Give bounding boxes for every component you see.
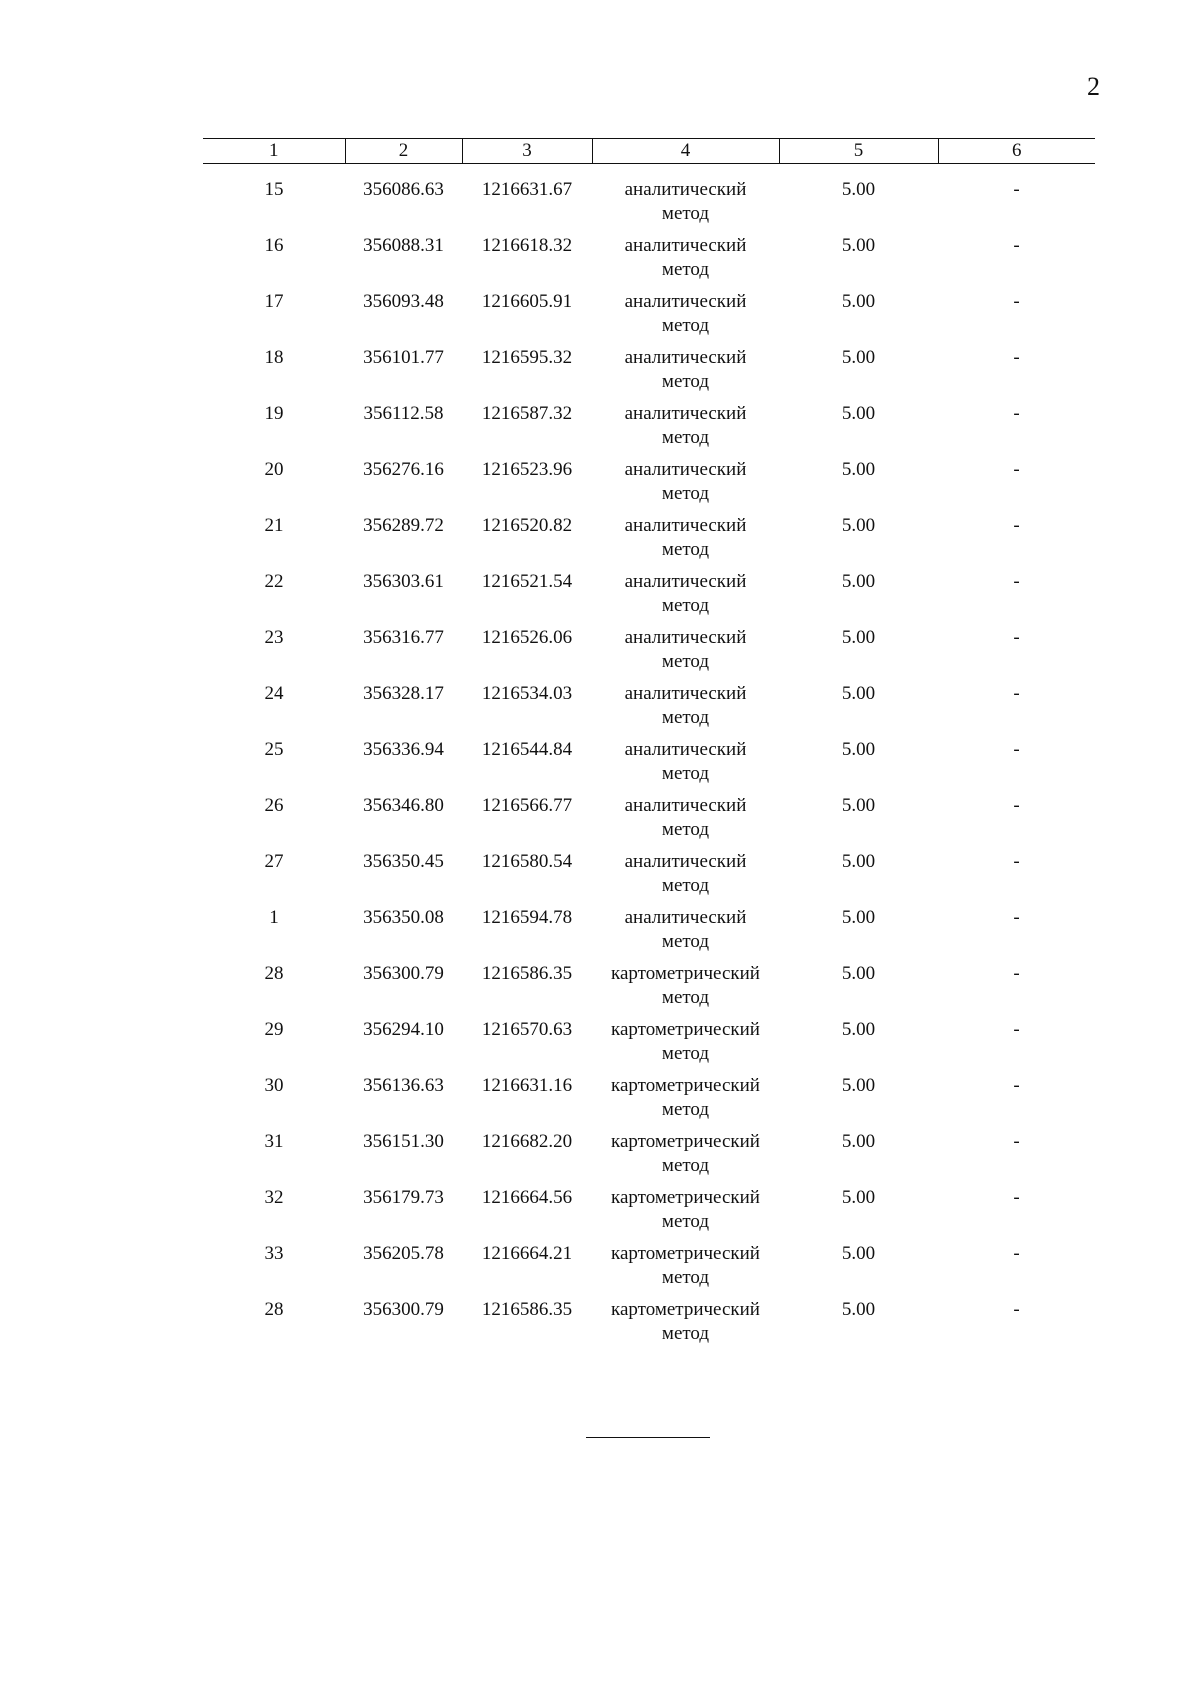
- x-coordinate-cell: 356350.45: [363, 851, 444, 872]
- method-line-1: аналитический: [624, 235, 747, 256]
- method-line-1: аналитический: [624, 683, 747, 704]
- point-number-cell: 31: [264, 1131, 284, 1152]
- method-line-2: метод: [661, 1323, 710, 1344]
- point-number-cell: 21: [264, 515, 284, 536]
- x-coordinate-cell: 356300.79: [363, 963, 444, 984]
- point-number-cell: 24: [264, 683, 284, 704]
- table-row: [203, 164, 1095, 235]
- table-row: [203, 682, 1095, 738]
- accuracy-cell: 5.00: [841, 459, 876, 480]
- note-cell: -: [1013, 1187, 1020, 1208]
- point-number-cell: 18: [264, 347, 284, 368]
- y-coordinate-cell: 1216664.21: [481, 1243, 573, 1264]
- table-row: [203, 402, 1095, 458]
- x-coordinate-cell: 356112.58: [363, 403, 444, 424]
- x-coordinate-cell: 356350.08: [363, 907, 444, 928]
- y-coordinate-cell: 1216526.06: [481, 627, 573, 648]
- method-line-1: аналитический: [624, 907, 747, 928]
- y-coordinate-cell: 1216587.32: [481, 403, 573, 424]
- point-number-cell: 17: [264, 291, 284, 312]
- accuracy-cell: 5.00: [841, 851, 876, 872]
- accuracy-cell: 5.00: [841, 347, 876, 368]
- point-number-cell: 28: [264, 1299, 284, 1320]
- accuracy-cell: 5.00: [841, 403, 876, 424]
- method-line-1: аналитический: [624, 403, 747, 424]
- method-line-2: метод: [661, 427, 710, 448]
- method-cell: [592, 794, 779, 850]
- column-header-6: 6: [938, 139, 1095, 164]
- note-cell: -: [1013, 571, 1020, 592]
- method-line-1: аналитический: [624, 459, 747, 480]
- note-cell: -: [1013, 907, 1020, 928]
- table-header-row: [203, 139, 1095, 164]
- note-cell: -: [1013, 683, 1020, 704]
- y-coordinate-cell: 1216631.67: [481, 179, 573, 200]
- point-number-cell: 16: [264, 235, 284, 256]
- y-coordinate-cell: 1216586.35: [481, 963, 573, 984]
- x-coordinate-cell: 356086.63: [363, 179, 444, 200]
- table-row: [203, 1074, 1095, 1130]
- table-row: [203, 290, 1095, 346]
- x-coordinate-cell: 356303.61: [363, 571, 444, 592]
- method-line-1: аналитический: [624, 291, 747, 312]
- table-row: [203, 458, 1095, 514]
- method-line-1: аналитический: [624, 739, 747, 760]
- method-cell: [592, 738, 779, 794]
- y-coordinate-cell: 1216594.78: [481, 907, 573, 928]
- accuracy-cell: 5.00: [841, 795, 876, 816]
- point-number-cell: 23: [264, 627, 284, 648]
- note-cell: -: [1013, 347, 1020, 368]
- table-row: [203, 1018, 1095, 1074]
- method-line-2: метод: [661, 371, 710, 392]
- note-cell: -: [1013, 1243, 1020, 1264]
- point-number-cell: 27: [264, 851, 284, 872]
- x-coordinate-cell: 356088.31: [363, 235, 444, 256]
- column-header-1: 1: [203, 139, 345, 164]
- accuracy-cell: 5.00: [841, 739, 876, 760]
- note-cell: -: [1013, 1075, 1020, 1096]
- note-cell: -: [1013, 1131, 1020, 1152]
- method-cell: [592, 850, 779, 906]
- y-coordinate-cell: 1216664.56: [481, 1187, 573, 1208]
- method-line-1: картометрический: [611, 1075, 760, 1096]
- point-number-cell: 30: [264, 1075, 284, 1096]
- method-line-2: метод: [661, 203, 710, 224]
- y-coordinate-cell: 1216580.54: [481, 851, 573, 872]
- y-coordinate-cell: 1216566.77: [481, 795, 573, 816]
- point-number-cell: 33: [264, 1243, 284, 1264]
- accuracy-cell: 5.00: [841, 1019, 876, 1040]
- point-number-cell: 20: [264, 459, 284, 480]
- table-row: [203, 514, 1095, 570]
- table-row: [203, 738, 1095, 794]
- point-number-cell: 26: [264, 795, 284, 816]
- method-cell: [592, 570, 779, 626]
- method-line-1: картометрический: [611, 1019, 760, 1040]
- method-line-2: метод: [661, 1155, 710, 1176]
- method-line-2: метод: [661, 707, 710, 728]
- method-line-1: картометрический: [611, 963, 760, 984]
- note-cell: -: [1013, 403, 1020, 424]
- method-line-2: метод: [661, 819, 710, 840]
- method-line-2: метод: [661, 539, 710, 560]
- note-cell: -: [1013, 459, 1020, 480]
- table-row: [203, 346, 1095, 402]
- method-line-2: метод: [661, 1211, 710, 1232]
- accuracy-cell: 5.00: [841, 515, 876, 536]
- table-row: [203, 850, 1095, 906]
- x-coordinate-cell: 356151.30: [363, 1131, 444, 1152]
- x-coordinate-cell: 356316.77: [363, 627, 444, 648]
- method-cell: [592, 346, 779, 402]
- method-line-1: картометрический: [611, 1299, 760, 1320]
- method-cell: [592, 514, 779, 570]
- y-coordinate-cell: 1216521.54: [481, 571, 573, 592]
- table-header: [203, 139, 1095, 164]
- x-coordinate-cell: 356205.78: [363, 1243, 444, 1264]
- column-header-4: 4: [592, 139, 779, 164]
- method-line-2: метод: [661, 315, 710, 336]
- note-cell: -: [1013, 1019, 1020, 1040]
- table-row: [203, 234, 1095, 290]
- column-header-3: 3: [462, 139, 592, 164]
- x-coordinate-cell: 356289.72: [363, 515, 444, 536]
- point-number-cell: 22: [264, 571, 284, 592]
- method-line-2: метод: [661, 1099, 710, 1120]
- accuracy-cell: 5.00: [841, 1243, 876, 1264]
- table-row: [203, 1130, 1095, 1186]
- y-coordinate-cell: 1216586.35: [481, 1299, 573, 1320]
- x-coordinate-cell: 356300.79: [363, 1299, 444, 1320]
- method-cell: [592, 1074, 779, 1130]
- x-coordinate-cell: 356346.80: [363, 795, 444, 816]
- point-number-cell: 1: [269, 907, 279, 928]
- method-cell: [592, 458, 779, 514]
- y-coordinate-cell: 1216631.16: [481, 1075, 573, 1096]
- table-row: [203, 906, 1095, 962]
- point-number-cell: 32: [264, 1187, 284, 1208]
- note-cell: -: [1013, 515, 1020, 536]
- y-coordinate-cell: 1216595.32: [481, 347, 573, 368]
- accuracy-cell: 5.00: [841, 1131, 876, 1152]
- note-cell: -: [1013, 627, 1020, 648]
- table-row: [203, 1186, 1095, 1242]
- method-line-2: метод: [661, 595, 710, 616]
- table-row: [203, 1298, 1095, 1354]
- end-divider: [586, 1437, 710, 1438]
- method-line-2: метод: [661, 483, 710, 504]
- method-line-1: аналитический: [624, 179, 747, 200]
- method-line-1: аналитический: [624, 571, 747, 592]
- method-line-1: аналитический: [624, 627, 747, 648]
- note-cell: -: [1013, 739, 1020, 760]
- method-line-2: метод: [661, 1267, 710, 1288]
- method-line-2: метод: [661, 763, 710, 784]
- note-cell: -: [1013, 291, 1020, 312]
- x-coordinate-cell: 356101.77: [363, 347, 444, 368]
- page-number: 2: [1087, 72, 1100, 101]
- accuracy-cell: 5.00: [841, 571, 876, 592]
- method-line-1: аналитический: [624, 795, 747, 816]
- accuracy-cell: 5.00: [841, 963, 876, 984]
- accuracy-cell: 5.00: [841, 1075, 876, 1096]
- y-coordinate-cell: 1216534.03: [481, 683, 573, 704]
- x-coordinate-cell: 356136.63: [363, 1075, 444, 1096]
- column-header-5: 5: [779, 139, 938, 164]
- coordinates-table: [203, 138, 1095, 1354]
- x-coordinate-cell: 356328.17: [363, 683, 444, 704]
- table-row: [203, 962, 1095, 1018]
- accuracy-cell: 5.00: [841, 235, 876, 256]
- method-line-2: метод: [661, 259, 710, 280]
- accuracy-cell: 5.00: [841, 627, 876, 648]
- method-line-1: аналитический: [624, 851, 747, 872]
- point-number-cell: 19: [264, 403, 284, 424]
- y-coordinate-cell: 1216570.63: [481, 1019, 573, 1040]
- method-cell: [592, 1186, 779, 1242]
- y-coordinate-cell: 1216523.96: [481, 459, 573, 480]
- method-line-1: картометрический: [611, 1131, 760, 1152]
- accuracy-cell: 5.00: [841, 1299, 876, 1320]
- table-body: [203, 164, 1095, 1355]
- method-line-2: метод: [661, 987, 710, 1008]
- method-line-2: метод: [661, 931, 710, 952]
- note-cell: -: [1013, 851, 1020, 872]
- x-coordinate-cell: 356336.94: [363, 739, 444, 760]
- note-cell: -: [1013, 235, 1020, 256]
- note-cell: -: [1013, 179, 1020, 200]
- y-coordinate-cell: 1216605.91: [481, 291, 573, 312]
- table-row: [203, 794, 1095, 850]
- accuracy-cell: 5.00: [841, 179, 876, 200]
- point-number-cell: 29: [264, 1019, 284, 1040]
- point-number-cell: 15: [264, 179, 284, 200]
- y-coordinate-cell: 1216520.82: [481, 515, 573, 536]
- method-line-2: метод: [661, 875, 710, 896]
- note-cell: -: [1013, 795, 1020, 816]
- table-row: [203, 570, 1095, 626]
- x-coordinate-cell: 356093.48: [363, 291, 444, 312]
- method-line-2: метод: [661, 1043, 710, 1064]
- method-cell: [592, 1298, 779, 1354]
- accuracy-cell: 5.00: [841, 1187, 876, 1208]
- y-coordinate-cell: 1216618.32: [481, 235, 573, 256]
- table-row: [203, 626, 1095, 682]
- method-cell: [592, 234, 779, 290]
- x-coordinate-cell: 356276.16: [363, 459, 444, 480]
- method-line-1: аналитический: [624, 515, 747, 536]
- method-line-1: аналитический: [624, 347, 747, 368]
- accuracy-cell: 5.00: [841, 291, 876, 312]
- method-cell: [592, 1018, 779, 1074]
- method-cell: [592, 1242, 779, 1298]
- point-number-cell: 25: [264, 739, 284, 760]
- column-header-2: 2: [345, 139, 462, 164]
- method-line-1: картометрический: [611, 1187, 760, 1208]
- method-cell: [592, 962, 779, 1018]
- method-cell: [592, 164, 779, 235]
- x-coordinate-cell: 356294.10: [363, 1019, 444, 1040]
- method-cell: [592, 682, 779, 738]
- note-cell: -: [1013, 963, 1020, 984]
- method-cell: [592, 1130, 779, 1186]
- method-cell: [592, 906, 779, 962]
- method-cell: [592, 402, 779, 458]
- accuracy-cell: 5.00: [841, 907, 876, 928]
- point-number-cell: 28: [264, 963, 284, 984]
- y-coordinate-cell: 1216682.20: [481, 1131, 573, 1152]
- table-row: [203, 1242, 1095, 1298]
- note-cell: -: [1013, 1299, 1020, 1320]
- y-coordinate-cell: 1216544.84: [481, 739, 573, 760]
- method-line-2: метод: [661, 651, 710, 672]
- method-cell: [592, 290, 779, 346]
- x-coordinate-cell: 356179.73: [363, 1187, 444, 1208]
- method-cell: [592, 626, 779, 682]
- accuracy-cell: 5.00: [841, 683, 876, 704]
- method-line-1: картометрический: [611, 1243, 760, 1264]
